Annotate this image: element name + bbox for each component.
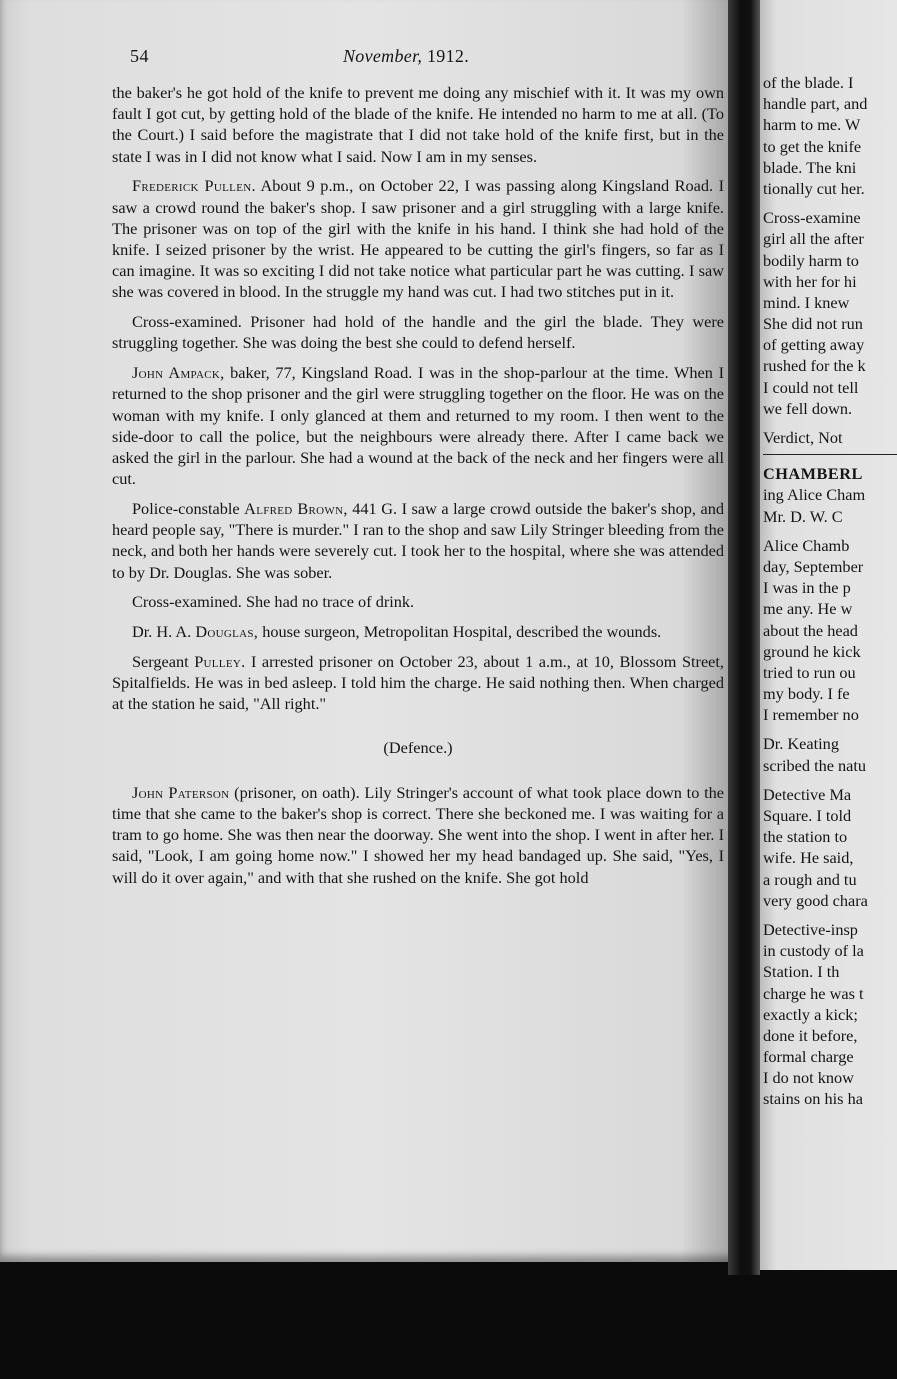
line-gap	[763, 199, 897, 207]
page-header	[0, 46, 740, 72]
right-page-line: charge he was t	[763, 983, 864, 1003]
right-page-line: She did not run	[763, 314, 863, 334]
right-page-line: Cross-examine	[763, 208, 861, 228]
right-text-column	[763, 72, 897, 1110]
right-page-line: stains on his ha	[763, 1089, 863, 1109]
speaker-name: Douglas,	[195, 622, 259, 642]
paragraph	[112, 591, 724, 612]
right-page-line: Alice Chamb	[763, 535, 850, 555]
page-date-year: 1912.	[427, 46, 469, 66]
right-page-line: Dr. Keating	[763, 734, 839, 754]
right-page-line: I remember no	[763, 705, 859, 725]
line-gap	[763, 527, 897, 535]
right-page-line: formal charge	[763, 1047, 854, 1067]
right-page-line: tionally cut her.	[763, 178, 865, 198]
right-page-line: with her for hi	[763, 271, 857, 291]
right-page-line: Detective-insp	[763, 919, 858, 939]
right-page-line: Mr. D. W. C	[763, 506, 843, 526]
right-page-line: to get the knife	[763, 136, 862, 156]
paragraph-text: (prisoner, on oath). Lily Stringer's account of what took place down to the time that she came to the baker's shop is correct. There she beckoned me. I was waiting for a tram to go home. She was then near the doorway. She went into the shop. I went in after her. I said, "Look, I am going home now." I showed her my head bandaged up. She said, "Yes, I will do it over again," and with that she rushed on the knife. She got hold	[112, 782, 724, 887]
page-number: 54	[130, 46, 149, 66]
right-page-line: my body. I fe	[763, 684, 850, 704]
paragraph-text: I arrested prisoner on October 23, about 1 a.m., at 10, Blossom Street, Spitalfields. He was in bed asleep. I told him the charge. He said nothing then. When charged at the station he said, "All right."	[112, 652, 724, 714]
right-page-line: I could not tell	[763, 377, 859, 397]
right-page-line: me any. He w	[763, 599, 853, 619]
right-page-line: Detective Ma	[763, 784, 852, 804]
page-date	[343, 46, 469, 67]
right-page-line: CHAMBERL	[763, 464, 863, 484]
left-text-column	[112, 82, 724, 896]
paragraph	[112, 175, 724, 302]
speaker-title: Sergeant	[132, 652, 195, 672]
book-gutter	[728, 0, 760, 1275]
right-page-line: of getting away	[763, 335, 865, 355]
speaker-name: John Paterson	[132, 782, 230, 802]
speaker-title: Dr. H. A.	[132, 622, 196, 642]
right-page-line: I was in the p	[763, 578, 851, 598]
right-page-line: tried to run ou	[763, 662, 856, 682]
right-page-line: a rough and tu	[763, 869, 857, 889]
paragraph	[112, 362, 724, 489]
section-heading: (Defence.)	[383, 737, 453, 757]
right-page-line: handle part, and	[763, 94, 868, 114]
right-page-line: in custody of la	[763, 941, 864, 961]
right-page-line: girl all the after	[763, 229, 864, 249]
line-gap	[763, 911, 897, 919]
paragraph-text: About 9 p.m., on October 22, I was passing along Kingsland Road. I saw a crowd round the baker's shop. I saw prisoner and a girl struggling with a large knife. The prisoner was on top of the girl with the knife in his hand. I think she had hold of the knife. I seized prisoner by the wrist. He appeared to be cutting the girl's fingers, so far as I can imagine. It was so exciting I did not take notice what particular part he was cutting. I saw she was covered in blood. In the struggle my hand was cut. I had two stitches put in it.	[112, 176, 724, 302]
page-date-month: November,	[343, 46, 423, 66]
right-page-line: ground he kick	[763, 641, 861, 661]
right-page-line: done it before,	[763, 1025, 858, 1045]
right-page-line: scribed the natu	[763, 755, 867, 775]
speaker-name: Pulley.	[194, 652, 246, 672]
line-gap	[763, 776, 897, 784]
right-page-line: Station. I th	[763, 962, 840, 982]
right-page-line: about the head	[763, 620, 858, 640]
right-page-line: mind. I knew	[763, 292, 850, 312]
paragraph-text: house surgeon, Metropolitan Hospital, described the wounds.	[258, 622, 662, 642]
right-page	[760, 0, 897, 1270]
right-page-line: exactly a kick;	[763, 1004, 858, 1024]
speaker-name: Alfred Brown,	[244, 499, 348, 519]
line-gap	[763, 419, 897, 427]
paragraph	[112, 82, 724, 167]
right-page-line: Verdict, Not	[763, 428, 843, 447]
right-page-line: rushed for the k	[763, 356, 866, 376]
right-page-line: wife. He said,	[763, 848, 854, 868]
paragraph	[112, 782, 724, 888]
right-page-line: day, September	[763, 556, 864, 576]
speaker-name: Frederick Pullen.	[132, 176, 256, 196]
paragraph-text: baker, 77, Kingsland Road. I was in the shop-parlour at the time. When I returned to the shop prisoner and the girl were struggling together on the floor. He was on the woman with my knife. I only glanced at them and returned to my room. I then went to the side-door to call the police, but the neighbours were already there. After I came back we asked the girl in the parlour. She had a wound at the back of the neck and her fingers were all cut.	[112, 363, 724, 489]
section-rule	[763, 454, 897, 455]
right-page-line: blade. The kni	[763, 157, 857, 177]
right-page-line: very good chara	[763, 890, 868, 910]
right-page-line: Square. I told	[763, 806, 852, 825]
right-page-line: we fell down.	[763, 398, 853, 418]
right-page-line: of the blade. I	[763, 73, 854, 92]
paragraph-text: Cross-examined. She had no trace of drink.	[132, 592, 415, 612]
right-page-line: ing Alice Cham	[763, 485, 866, 505]
right-page-line: the station to	[763, 827, 848, 847]
paragraph	[112, 311, 724, 353]
paragraph-text: Cross-examined. Prisoner had hold of the handle and the girl the blade. They were struggling together. She was doing the best she could to defend herself.	[112, 312, 724, 353]
paragraph-text: 441 G. I saw a large crowd outside the baker's shop, and heard people say, "There is murder." I ran to the shop and saw Lily Stringer bleeding from the neck, and both her hands were severely cut. I took her to the hospital, where she was attended to by Dr. Douglas. She was sober.	[112, 499, 724, 582]
paragraph	[112, 498, 724, 583]
paragraph	[112, 651, 724, 715]
right-page-line: harm to me. W	[763, 115, 861, 135]
paragraph	[112, 621, 724, 642]
right-page-line: I do not know	[763, 1068, 854, 1088]
speaker-title: Police-constable	[132, 499, 245, 519]
paragraph-text: the baker's he got hold of the knife to prevent me doing any mischief with it. It was my own fault I got cut, by getting hold of the blade of the knife. He intended no harm to me at all. (To the Court.) I said before the magistrate that I did not take hold of the knife first, but in the state I was in I did not know what I said. Now I am in my senses.	[112, 83, 724, 166]
speaker-name: John Ampack,	[132, 363, 225, 383]
line-gap	[763, 725, 897, 733]
right-page-line: bodily harm to	[763, 250, 859, 270]
